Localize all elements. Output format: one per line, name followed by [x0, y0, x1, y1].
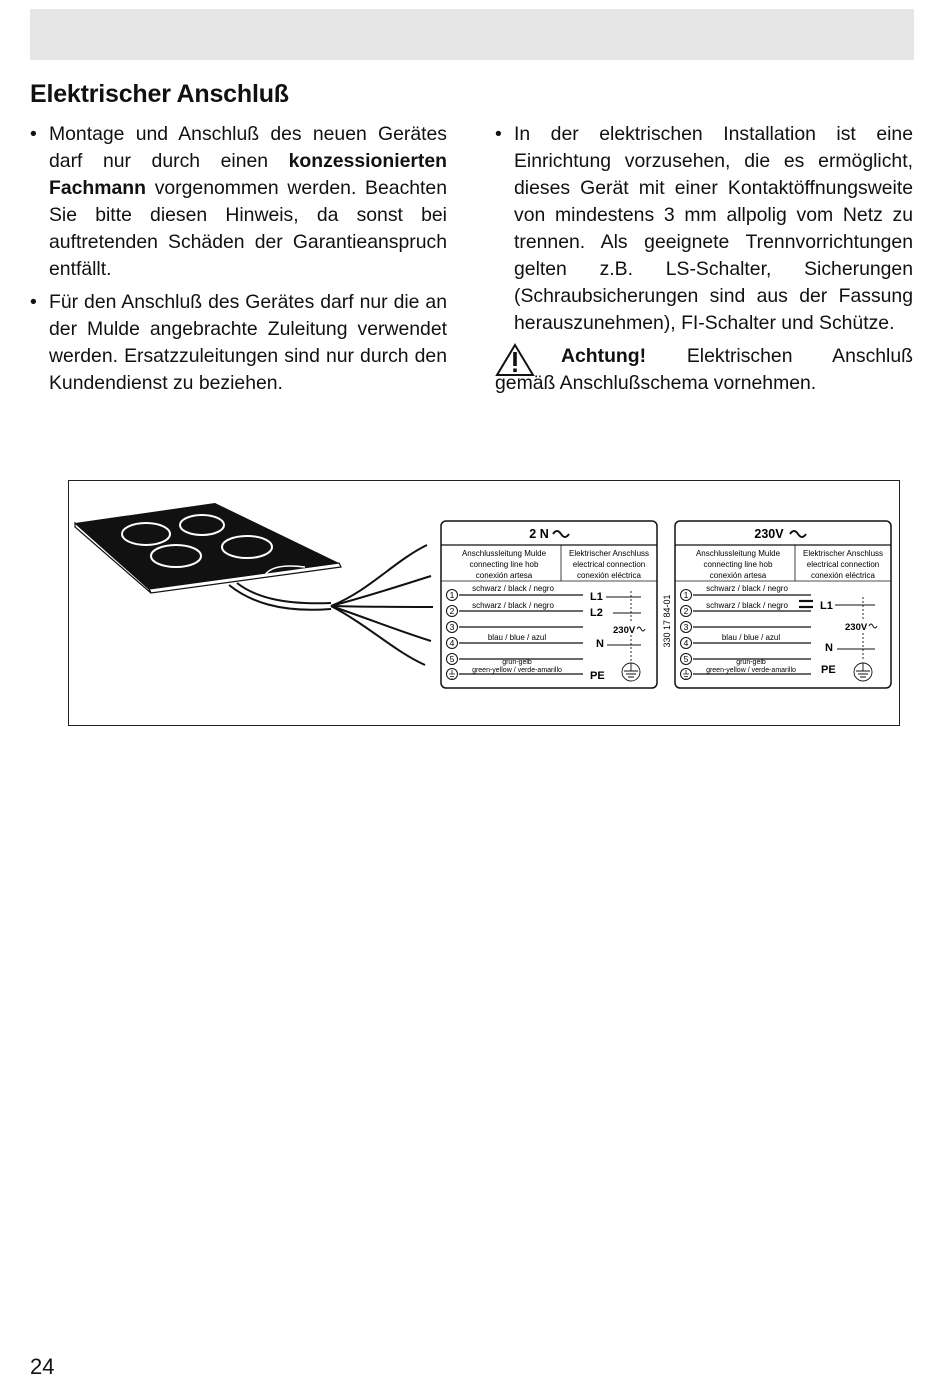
wire-label-green-yellow: green-yellow / verde-amarillo [472, 667, 562, 674]
wire-label-black: schwarz / black / negro [706, 584, 788, 593]
terminal-label: 4 [683, 638, 689, 648]
terminal-label: 3 [683, 622, 689, 632]
terminal-label: 5 [449, 654, 455, 664]
section-title: Elektrischer Anschluß [30, 80, 289, 108]
warning-label: Achtung! [561, 345, 647, 367]
warning-note [495, 343, 913, 397]
wire-label-blue: blau / blue / azul [721, 633, 781, 642]
header-left-2: connecting line hob [469, 560, 539, 569]
header-bar [30, 9, 914, 60]
terminal-n: N [825, 642, 833, 654]
wire-label-green-yellow: grün-gelb [502, 659, 532, 666]
terminal-label: 1 [683, 590, 689, 600]
terminal-pe: PE [590, 670, 605, 682]
header-right-3: conexión eléctrica [810, 571, 876, 580]
header-left-3: conexión artesa [475, 571, 533, 580]
wire-label-green-yellow: green-yellow / verde-amarillo [706, 667, 796, 674]
voltage-label: 230V [613, 625, 636, 636]
list-item [495, 121, 913, 337]
terminal-label: 2 [683, 606, 689, 616]
terminal-l1: L1 [590, 591, 603, 603]
bullet-icon: • [30, 123, 37, 145]
wire-label-black: schwarz / black / negro [472, 601, 554, 610]
terminal-l2: L2 [590, 607, 603, 619]
bullet-text-bold: konzessionierten Fachmann [49, 150, 447, 199]
header-right-1: Elektrischer Anschluss [802, 549, 884, 558]
header-right-1: Elektrischer Anschluss [568, 549, 650, 558]
bullet-text: Für den Anschluß des Gerätes darf nur die an der Mulde angebrachte Zuleitung verwendet werden. Ersatzzuleitungen sind nur durch den Kundendienst zu beziehen. [49, 291, 447, 394]
header-right-2: electrical connection [572, 560, 646, 569]
panel-title: 230V [754, 527, 784, 541]
terminal-l1: L1 [820, 600, 833, 612]
bullet-text-pre: Montage und Anschluß des neuen Gerätes darf nur durch einen [49, 123, 447, 172]
page-number: 24 [30, 1354, 55, 1379]
terminal-label: 4 [449, 638, 455, 648]
header-left-2: connecting line hob [703, 560, 773, 569]
wiring-panel-230v [675, 521, 891, 688]
warning-text-1: Elektrischen Anschluß [646, 345, 913, 367]
wire-label-green-yellow: grün-gelb [736, 659, 766, 666]
terminal-n: N [596, 638, 604, 650]
terminal-label: 1 [449, 590, 455, 600]
part-number: 330 17 84-01 [662, 594, 672, 648]
connection-diagram [68, 480, 900, 726]
header-left-1: Anschlussleitung Mulde [695, 549, 781, 558]
bullet-text: In der elektrischen Installation ist eine Einrichtung vorzusehen, die es ermöglicht, dieses Gerät mit einer Kontaktöffnungsweite von mindestens 3 mm allpolig vom Netz zu trennen. Als geeignete Trennvorrichtungen gelten z.B. LS-Schalter, Sicherungen (Schraubsicherungen sind aus der Fassung herauszunehmen), FI-Schalter und Schütze. [514, 123, 913, 334]
warning-text-2: gemäß Anschlußschema vornehmen. [495, 372, 817, 394]
bullet-icon: • [495, 123, 502, 145]
bullet-icon: • [30, 291, 37, 313]
left-column [30, 121, 447, 403]
header-right-2: electrical connection [806, 560, 880, 569]
header-right-3: conexión eléctrica [576, 571, 642, 580]
terminal-label: 2 [449, 606, 455, 616]
wire-label-black: schwarz / black / negro [706, 601, 788, 610]
list-item [30, 121, 447, 283]
header-left-3: conexión artesa [709, 571, 767, 580]
terminal-pe: PE [821, 664, 836, 676]
terminal-label: 5 [683, 654, 689, 664]
hob-illustration [75, 503, 433, 665]
right-column [495, 121, 913, 397]
terminal-label: 3 [449, 622, 455, 632]
list-item [30, 289, 447, 397]
voltage-label: 230V [845, 622, 868, 633]
wire-label-blue: blau / blue / azul [487, 633, 547, 642]
header-left-1: Anschlussleitung Mulde [461, 549, 547, 558]
wiring-panel-2n [441, 521, 657, 688]
panel-title: 2 N [529, 527, 549, 541]
warning-triangle-icon [495, 343, 535, 377]
bullet-text-post: vorgenommen werden. Beachten Sie bitte diesen Hinweis, da sonst bei auftretenden Schäden der Garantieanspruch entfällt. [49, 177, 447, 280]
wire-label-black: schwarz / black / negro [472, 584, 554, 593]
